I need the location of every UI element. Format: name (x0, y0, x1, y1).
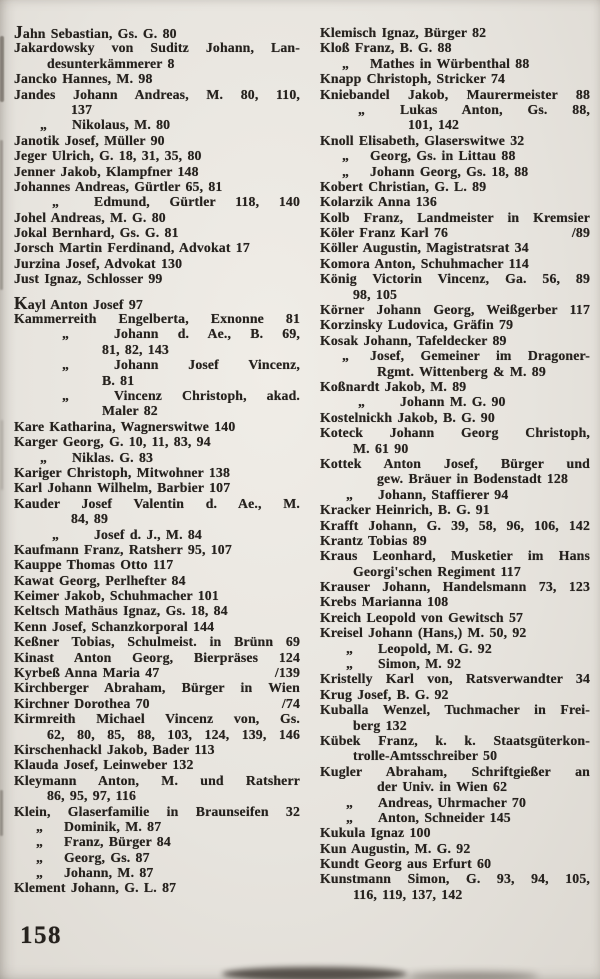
entry-text: Vincenz Christoph, akad. (114, 387, 300, 403)
index-entry-line (320, 225, 590, 240)
ditto-mark: „ (342, 348, 350, 364)
entry-text: Köller Augustin, Magistratsrat 34 (320, 240, 529, 256)
entry-text: Dominik, M. 87 (64, 818, 162, 834)
index-entry-line (14, 850, 300, 865)
entry-text: Rgmt. Wittenberg & M. 89 (377, 363, 546, 379)
ditto-mark: „ (36, 818, 44, 834)
entry-text: Kirmreith Michael Vincenz von, Gs. (14, 711, 300, 727)
index-entry-line (320, 502, 590, 517)
entry-text: Jenner Jakob, Klampfner 148 (14, 163, 199, 179)
entry-ref-number: /74 (281, 695, 300, 711)
ditto-mark: „ (52, 526, 60, 542)
index-entry-line (320, 856, 590, 871)
entry-text: Klement Johann, G. L. 87 (14, 880, 177, 896)
index-entry-line (14, 865, 300, 880)
entry-text: Niklas. G. 83 (72, 449, 154, 465)
index-entry-line (14, 240, 300, 255)
entry-text: Jurzina Josef, Advokat 130 (14, 255, 183, 271)
entry-text: desunterkämmerer 8 (47, 55, 175, 71)
entry-text: 84, 89 (71, 511, 108, 527)
index-entry-line (320, 25, 590, 40)
entry-text: Johann, M. 87 (64, 865, 154, 881)
index-entry-line (14, 102, 300, 117)
entry-text: Kloß Franz, B. G. 88 (320, 40, 452, 56)
entry-text: Koteck Johann Georg Christoph, (320, 425, 590, 441)
index-entry-line (320, 841, 590, 856)
entry-text: Georgi'schen Regiment 117 (353, 563, 521, 579)
index-entry-line (14, 804, 300, 819)
entry-ref-number: /89 (571, 225, 590, 241)
entry-text: Johann, Staffierer 94 (378, 486, 509, 502)
index-entry-line (320, 194, 590, 209)
entry-text: König Victorin Vincenz, Ga. 56, 89 (320, 271, 590, 287)
entry-text: Johel Andreas, M. G. 80 (14, 209, 166, 225)
index-entry-line (14, 727, 300, 742)
entry-text: Kyrbeß Anna Maria 47 (14, 665, 160, 681)
entry-text: Keßner Tobias, Schulmeist. in Brünn 69 (14, 634, 300, 650)
entry-text: Köler Franz Karl 76 (320, 225, 449, 241)
entry-text: Jorsch Martin Ferdinand, Advokat 17 (14, 240, 250, 256)
entry-text: Johann M. G. 90 (400, 394, 506, 410)
index-entry-line (14, 357, 300, 372)
index-entry-line (320, 379, 590, 394)
entry-text: 62, 80, 85, 88, 103, 124, 139, 146 (47, 726, 300, 742)
entry-text: Kosak Johann, Tafeldecker 89 (320, 332, 507, 348)
index-entry-line (14, 419, 300, 434)
scan-artifact (0, 140, 3, 290)
entry-text: Andreas, Uhrmacher 70 (378, 794, 527, 810)
index-entry-line (320, 871, 590, 886)
index-entry-line (320, 302, 590, 317)
ditto-mark: „ (342, 148, 350, 164)
index-entry-line (320, 87, 590, 102)
index-entry-line (14, 650, 300, 665)
entry-text: Johann Georg, Gs. 18, 88 (370, 163, 529, 179)
index-entry-line (14, 87, 300, 102)
entry-text: 98, 105 (353, 286, 398, 302)
index-entry-line (14, 117, 300, 132)
entry-text: Kaufmann Franz, Ratsherr 95, 107 (14, 541, 232, 557)
index-entry-line (320, 594, 590, 609)
index-entry-line (14, 311, 300, 326)
index-entry-line (14, 573, 300, 588)
entry-text: Korzinsky Ludovica, Gräfin 79 (320, 317, 514, 333)
entry-text: Kolarzik Anna 136 (320, 194, 437, 210)
index-entry-line (320, 148, 590, 163)
ditto-mark: „ (358, 101, 366, 117)
entry-text: Kniebandel Jakob, Maurermeister 88 (320, 86, 590, 102)
entry-text: Johann d. Ae., B. 69, (114, 326, 300, 342)
index-entry-line (14, 22, 300, 42)
index-entry-line (14, 757, 300, 772)
index-entry-line (320, 410, 590, 425)
entry-text: Nikolaus, M. 80 (72, 117, 171, 133)
entry-text: Kobert Christian, G. L. 89 (320, 178, 487, 194)
ditto-mark: „ (52, 194, 60, 210)
index-entry-line (14, 56, 300, 71)
entry-text: Klemisch Ignaz, Bürger 82 (320, 25, 487, 40)
entry-text: Krafft Johann, G. 39, 58, 96, 106, 142 (320, 517, 590, 533)
ditto-mark: „ (346, 486, 354, 502)
index-entry-line (14, 880, 300, 895)
ditto-mark: „ (346, 809, 354, 825)
entry-text: Komora Anton, Schuhmacher 114 (320, 255, 529, 271)
index-entry-line (320, 179, 590, 194)
index-entry-line (320, 333, 590, 348)
entry-text: Just Ignaz, Schlosser 99 (14, 271, 163, 287)
scan-artifact (222, 967, 407, 979)
entry-text: Kracker Heinrich, B. G. 91 (320, 502, 490, 518)
index-entry-line (320, 779, 590, 794)
entry-text: Körner Johann Georg, Weißgerber 117 (320, 302, 590, 318)
ditto-mark: „ (342, 55, 350, 71)
index-entry-line (14, 511, 300, 526)
entry-text: Kammerreith Engelberta, Exnonne 81 (14, 311, 300, 327)
entry-text: Kinast Anton Georg, Bierpräses 124 (14, 649, 300, 665)
entry-text: Kauder Josef Valentin d. Ae., M. (14, 495, 300, 511)
index-entry-line (14, 403, 300, 418)
ditto-mark: „ (62, 357, 70, 373)
entry-text: Krauser Johann, Handelsmann 73, 123 (320, 579, 590, 595)
entry-text: Kraus Leonhard, Musketier im Hans (320, 548, 590, 564)
entry-text: Kostelnickh Jakob, B. G. 90 (320, 409, 495, 425)
entry-text: Josef, Gemeiner im Dragoner- (370, 348, 590, 364)
entry-text: Jandes Johann Andreas, M. 80, 110, (14, 86, 300, 102)
entry-text: Jancko Hannes, M. 98 (14, 71, 153, 87)
index-entry-line (14, 210, 300, 225)
scan-artifact (408, 972, 538, 979)
index-entry-line (14, 194, 300, 209)
entry-text: Georg, Gs. in Littau 88 (370, 148, 516, 164)
index-entry-line (14, 326, 300, 341)
index-entry-line (14, 148, 300, 163)
ditto-mark: „ (36, 834, 44, 850)
entry-text: Kübek Franz, k. k. Staatsgüterkon- (320, 732, 590, 748)
index-entry-line (320, 71, 590, 86)
entry-text: Kreich Leopold von Gewitsch 57 (320, 609, 524, 625)
index-entry-line (320, 117, 590, 132)
entry-text: Janotik Josef, Müller 90 (14, 132, 165, 148)
index-entry-line (320, 425, 590, 440)
entry-text: Koßnardt Jakob, M. 89 (320, 378, 467, 394)
index-entry-line (14, 788, 300, 803)
entry-text: Maler 82 (102, 403, 158, 419)
ditto-mark: „ (36, 865, 44, 881)
index-entry-line (320, 533, 590, 548)
index-entry-line (14, 665, 300, 680)
entry-text: 101, 142 (408, 117, 460, 133)
ditto-mark: „ (40, 117, 48, 133)
entry-text: Kuballa Wenzel, Tuchmacher in Frei- (320, 702, 590, 718)
entry-text: Kottek Anton Josef, Bürger und (320, 455, 590, 471)
entry-text: Kun Augustin, M. G. 92 (320, 840, 471, 856)
index-entry-line (14, 225, 300, 240)
entry-text: Kauppe Thomas Otto 117 (14, 557, 174, 573)
index-entry-line (320, 671, 590, 686)
entry-text: Kare Katharina, Wagnerswitwe 140 (14, 418, 236, 434)
entry-text: Kugler Abraham, Schriftgießer an (320, 763, 590, 779)
entry-text: Krantz Tobias 89 (320, 532, 427, 548)
index-entry-line (320, 625, 590, 640)
index-entry-line (14, 271, 300, 286)
index-entry-line (320, 56, 590, 71)
index-entry-line (14, 71, 300, 86)
index-entry-line (14, 480, 300, 495)
entry-text: Kundt Georg aus Erfurt 60 (320, 856, 492, 872)
ditto-mark: „ (40, 449, 48, 465)
index-entry-line (320, 317, 590, 332)
index-entry-line (320, 702, 590, 717)
scan-artifact (0, 36, 4, 102)
entry-text: Keltsch Mathäus Ignaz, Gs. 18, 84 (14, 603, 228, 619)
ditto-mark: „ (62, 387, 70, 403)
index-entry-line (320, 795, 590, 810)
scan-artifact (1, 420, 3, 490)
entry-text: Kirschenhackl Jakob, Bader 113 (14, 741, 215, 757)
index-entry-line (14, 133, 300, 148)
page-number: 158 (20, 922, 62, 949)
entry-text: Jokal Bernhard, Gs. G. 81 (14, 225, 179, 241)
index-entry-line (320, 718, 590, 733)
index-entry-line (14, 619, 300, 634)
index-entry-line (14, 388, 300, 403)
entry-text: 116, 119, 137, 142 (353, 886, 463, 902)
index-entry-line (320, 102, 590, 117)
index-entry-line (320, 733, 590, 748)
ditto-mark: „ (346, 656, 354, 672)
index-entry-line (14, 164, 300, 179)
ditto-mark: „ (62, 326, 70, 342)
index-entry-line (320, 825, 590, 840)
index-entry-line (14, 256, 300, 271)
ditto-mark: „ (342, 163, 350, 179)
index-entry-line (14, 834, 300, 849)
entry-text: Kunstmann Simon, G. 93, 94, 105, (320, 871, 590, 887)
index-entry-line (320, 579, 590, 594)
index-entry-line (320, 887, 590, 902)
index-entry-line (320, 394, 590, 409)
entry-text: Anton, Schneider 145 (378, 809, 511, 825)
index-entry-line (320, 256, 590, 271)
index-entry-line (320, 810, 590, 825)
index-entry-line (320, 764, 590, 779)
ditto-mark: „ (346, 794, 354, 810)
index-entry-line (320, 487, 590, 502)
entry-text: ayl Anton Josef 97 (27, 296, 143, 312)
entry-text: Franz, Bürger 84 (64, 834, 171, 850)
index-entry-line (320, 348, 590, 363)
entry-text: Edmund, Gürtler 118, 140 (94, 194, 300, 210)
entry-text: Kolb Franz, Landmeister in Kremsier (320, 209, 590, 225)
index-entry-line (14, 603, 300, 618)
index-entry-line (320, 564, 590, 579)
index-entry-line (14, 773, 300, 788)
ditto-mark: „ (358, 394, 366, 410)
index-entry-line (320, 210, 590, 225)
index-entry-line (320, 164, 590, 179)
index-column-left (14, 22, 300, 896)
entry-text: Keimer Jakob, Schuhmacher 101 (14, 588, 219, 604)
index-entry-line (14, 557, 300, 572)
entry-text: Mathes in Würbenthal 88 (370, 55, 530, 71)
entry-text: gew. Bräuer in Bodenstadt 128 (377, 471, 569, 487)
index-entry-line (14, 742, 300, 757)
index-entry-line (320, 40, 590, 55)
section-initial-letter: J (14, 22, 23, 42)
ditto-mark: „ (36, 849, 44, 865)
entry-text: Kariger Christoph, Mitwohner 138 (14, 464, 231, 480)
index-column-right (320, 25, 590, 902)
entry-text: Jeger Ulrich, G. 18, 31, 35, 80 (14, 148, 202, 164)
index-entry-line (320, 240, 590, 255)
entry-text: Johannes Andreas, Gürtler 65, 81 (14, 178, 223, 194)
entry-text: Krug Josef, B. G. 92 (320, 686, 449, 702)
index-entry-line (320, 471, 590, 486)
entry-text: Kirchberger Abraham, Bürger in Wien (14, 680, 300, 696)
index-entry-line (320, 133, 590, 148)
index-entry-line (14, 711, 300, 726)
entry-text: Karl Johann Wilhelm, Barbier 107 (14, 480, 231, 496)
index-entry-line (320, 271, 590, 286)
index-entry-line (14, 696, 300, 711)
entry-text: 137 (71, 101, 93, 117)
entry-text: Simon, M. 92 (378, 656, 462, 672)
entry-text: Josef d. J., M. 84 (94, 526, 202, 542)
index-entry-line (14, 342, 300, 357)
entry-text: Leopold, M. G. 92 (378, 640, 492, 656)
index-entry-line (320, 748, 590, 763)
entry-text: berg 132 (353, 717, 407, 733)
index-entry-line (320, 641, 590, 656)
entry-text: Klauda Josef, Leinweber 132 (14, 757, 194, 773)
entry-text: Krebs Marianna 108 (320, 594, 449, 610)
index-entry-line (14, 179, 300, 194)
index-entry-line (320, 518, 590, 533)
entry-text: Knapp Christoph, Stricker 74 (320, 71, 506, 87)
entry-text: Kukula Ignaz 100 (320, 825, 431, 841)
entry-text: B. 81 (102, 372, 135, 388)
index-entry-line (320, 364, 590, 379)
index-entry-line (14, 588, 300, 603)
index-entry-line (14, 819, 300, 834)
entry-text: Kenn Josef, Schanzkorporal 144 (14, 618, 215, 634)
entry-text: 86, 95, 97, 116 (47, 788, 137, 804)
entry-text: Lukas Anton, Gs. 88, (400, 101, 590, 117)
entry-text: Kirchner Dorothea 70 (14, 695, 150, 711)
entry-text: Kristelly Karl von, Ratsverwandter 34 (320, 671, 590, 687)
index-entry-line (14, 496, 300, 511)
entry-text: Kawat Georg, Perlhefter 84 (14, 572, 186, 588)
entry-text: ahn Sebastian, Gs. G. 80 (22, 26, 177, 41)
index-entry-line (14, 542, 300, 557)
entry-text: der Univ. in Wien 62 (377, 779, 508, 795)
entry-text: Klein, Glaserfamilie in Braunseifen 32 (14, 803, 300, 819)
entry-ref-number: /139 (274, 665, 300, 681)
section-initial-letter: K (14, 292, 28, 313)
entry-text: Karger Georg, G. 10, 11, 83, 94 (14, 434, 211, 450)
entry-text: Knoll Elisabeth, Glaserswitwe 32 (320, 132, 525, 148)
index-entry-line (320, 610, 590, 625)
entry-text: M. 61 90 (353, 440, 409, 456)
index-entry-line (320, 656, 590, 671)
entry-text: Kreisel Johann (Hans,) M. 50, 92 (320, 625, 527, 641)
index-entry-line (14, 680, 300, 695)
entry-text: Georg, Gs. 87 (64, 849, 150, 865)
index-entry-line (14, 292, 300, 313)
entry-text: Kleymann Anton, M. und Ratsherr (14, 772, 300, 788)
index-entry-line (14, 40, 300, 55)
index-entry-line (320, 456, 590, 471)
entry-text: 81, 82, 143 (102, 341, 169, 357)
index-entry-line (14, 373, 300, 388)
index-entry-line (320, 287, 590, 302)
index-entry-line (320, 548, 590, 563)
scan-artifact (0, 790, 3, 836)
ditto-mark: „ (346, 640, 354, 656)
index-entry-line (320, 687, 590, 702)
entry-text: Johann Josef Vincenz, (114, 357, 300, 373)
index-entry-line (320, 441, 590, 456)
index-entry-line (14, 450, 300, 465)
index-entry-line (14, 434, 300, 449)
index-entry-line (14, 527, 300, 542)
index-entry-line (14, 634, 300, 649)
entry-text: trolle-Amtsschreiber 50 (353, 748, 498, 764)
entry-text: Jakardowsky von Suditz Johann, Lan- (14, 40, 300, 56)
index-entry-line (14, 465, 300, 480)
